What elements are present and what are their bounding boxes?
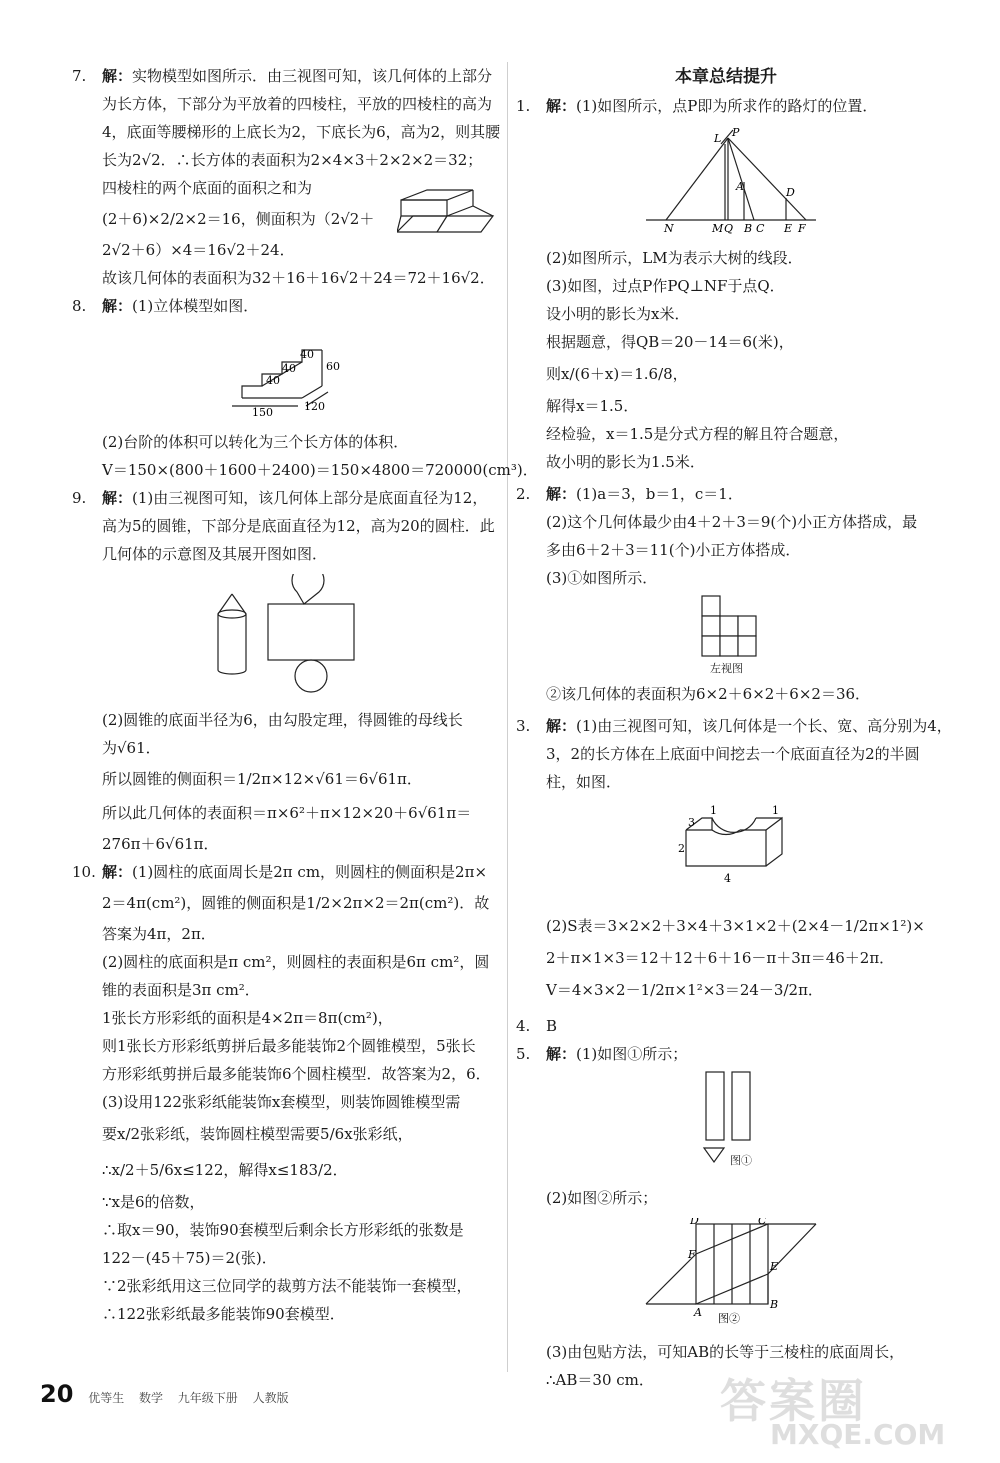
- dimension-label: 40: [282, 362, 296, 375]
- text-line: 276π＋6√61π．: [102, 835, 219, 853]
- text-line: ∴AB＝30 cm．: [546, 1371, 654, 1389]
- text-line: (2)圆柱的底面积是π cm²，则圆柱的表面积是6π cm²，圆: [102, 953, 490, 971]
- text-line: 多由6＋2＋3＝11(个)小正方体搭成．: [546, 541, 801, 559]
- text-line: ∴取x＝90，装饰90套模型后剩余长方形彩纸的张数是: [102, 1221, 464, 1239]
- cylinder-cone-figure: [72, 574, 497, 696]
- point-label: F: [798, 222, 806, 234]
- solution-label: 解：: [546, 485, 577, 503]
- text-line: (2＋6)×2/2×2＝16，侧面积为（2√2＋: [102, 210, 375, 228]
- page-footer: [40, 1380, 299, 1408]
- problem-7: [72, 62, 501, 292]
- solution-label: 解：: [102, 297, 133, 315]
- text-line: (3)设用122张彩纸能装饰x套模型，则装饰圆锥模型需: [102, 1093, 461, 1111]
- column-divider: [507, 62, 508, 1372]
- point-label: E: [784, 222, 793, 234]
- book-edition: 人教版: [252, 1391, 289, 1405]
- review-question-3: [516, 712, 952, 1008]
- text-line: ∴x/2＋5/6x≤122，解得x≤183/2．: [102, 1161, 348, 1179]
- text-line: V＝150×(800＋1600＋2400)＝150×4800＝720000(cm³)．: [102, 461, 538, 479]
- dimension-label: 120: [304, 400, 325, 413]
- solution-label: 解：: [102, 863, 133, 881]
- text-line: 高为5的圆锥，下部分是底面直径为12，高为20的圆柱．此: [102, 517, 495, 535]
- text-line: 2√2＋6）×4＝16√2＋24．: [102, 241, 295, 259]
- stairs-figure: [72, 326, 497, 418]
- text-line: (3)①如图所示．: [546, 569, 658, 587]
- dimension-label: 3: [688, 816, 695, 829]
- problem-8: [72, 292, 538, 484]
- text-line: 锥的表面积是3π cm²．: [102, 981, 260, 999]
- watermark-url: MXQE.COM: [770, 1418, 946, 1451]
- problem-number: 5.: [516, 1045, 531, 1063]
- text-line: 几何体的示意图及其展开图如图．: [102, 545, 328, 563]
- street-lamp-figure: [516, 126, 936, 234]
- review-question-2: [516, 480, 936, 708]
- figure-caption: 图①: [730, 1154, 752, 1167]
- solution-label: 解：: [102, 489, 133, 507]
- section-title: 本章总结提升: [675, 67, 777, 87]
- text-line: 2＝4π(cm²)，圆锥的侧面积是1/2×2π×2＝2π(cm²)．故: [102, 894, 490, 912]
- text-line: (2)S表＝3×2×2＋3×4＋3×1×2＋(2×4－1/2π×1²)×: [546, 917, 925, 935]
- text-line: 1张长方形彩纸的面积是4×2π＝8π(cm²)，: [102, 1009, 393, 1027]
- review-question-5: [516, 1040, 936, 1394]
- text-line: ∴122张彩纸最多能装饰90套模型．: [102, 1305, 345, 1323]
- left-column: [72, 62, 538, 1328]
- text-line: 4，底面等腰梯形的上底长为2，下底长为6，高为2，则其腰: [102, 123, 501, 141]
- text-line: (1)a＝3，b＝1，c＝1．: [576, 485, 743, 503]
- text-line: (2)圆锥的底面半径为6，由勾股定理，得圆锥的母线长: [102, 711, 463, 729]
- text-line: (1)如图①所示；: [576, 1045, 688, 1063]
- dimension-label: 40: [300, 348, 314, 361]
- text-line: 122－(45＋75)＝2(张)．: [102, 1249, 277, 1267]
- book-subject: 数学: [138, 1391, 163, 1405]
- problem-10: [72, 858, 497, 1328]
- text-line: 为长方体，下部分为平放着的四棱柱，平放的四棱柱的高为: [102, 95, 493, 113]
- text-line: (1)圆柱的底面周长是2π cm，则圆柱的侧面积是2π×: [132, 863, 488, 881]
- problem-number: 3.: [516, 717, 531, 735]
- right-column: [516, 62, 952, 1394]
- problem-number: 7.: [72, 67, 87, 85]
- text-line: 所以圆锥的侧面积＝1/2π×12×√61＝6√61π．: [102, 770, 422, 788]
- book-grade: 九年级下册: [177, 1391, 238, 1405]
- point-label: L: [714, 132, 722, 145]
- solution-label: 解：: [546, 717, 577, 735]
- dimension-label: 1: [772, 804, 779, 817]
- solution-label: 解：: [546, 1045, 577, 1063]
- problem-9: [72, 484, 497, 858]
- text-line: 根据题意，得QB＝20－14＝6(米)，: [546, 333, 794, 351]
- answer: B: [546, 1017, 558, 1035]
- dimension-label: 40: [266, 374, 280, 387]
- point-label: C: [756, 222, 765, 234]
- text-line: (1)如图所示，点P即为所求作的路灯的位置．: [576, 97, 878, 115]
- solution-label: 解：: [102, 67, 133, 85]
- prism-wrap-figure-2: [516, 1218, 936, 1328]
- text-line: 故该几何体的表面积为32＋16＋16√2＋24＝72＋16√2．: [102, 269, 495, 287]
- half-cylinder-cut-figure: [516, 802, 936, 898]
- text-line: 柱，如图．: [546, 773, 622, 791]
- left-view-cubes-figure: [698, 594, 778, 660]
- review-question-4: [516, 1012, 936, 1040]
- page-number: 20: [40, 1380, 74, 1408]
- figure-caption: 图②: [718, 1312, 740, 1325]
- point-label: N: [664, 222, 674, 234]
- point-label: M: [712, 222, 724, 234]
- problem-number: 9.: [72, 489, 87, 507]
- point-label: B: [744, 222, 753, 234]
- point-label: B: [770, 1298, 779, 1311]
- point-label: A: [736, 180, 744, 193]
- dimension-label: 4: [724, 872, 731, 885]
- text-line: 实物模型如图所示．由三视图可知，该几何体的上部分: [132, 67, 493, 85]
- text-line: (3)由包贴方法，可知AB的长等于三棱柱的底面周长，: [546, 1343, 905, 1361]
- text-line: ∵x是6的倍数，: [102, 1193, 205, 1211]
- text-line: 为√61．: [102, 739, 161, 757]
- problem-number: 8.: [72, 297, 87, 315]
- text-line: 则1张长方形彩纸剪拼后最多能装饰2个圆锥模型，5张长: [102, 1037, 476, 1055]
- text-line: 长为2√2．∴长方体的表面积为2×4×3＋2×2×2＝32；: [102, 151, 483, 169]
- text-line: 四棱柱的两个底面的面积之和为: [102, 179, 313, 197]
- watermark-logo: 答案圈: [720, 1374, 867, 1428]
- point-label: E: [770, 1260, 779, 1273]
- problem-number: 10.: [72, 863, 96, 881]
- dimension-label: 2: [678, 842, 685, 855]
- problem-number: 2.: [516, 485, 531, 503]
- text-line: 所以此几何体的表面积＝π×6²＋π×12×20＋6√61π＝: [102, 804, 472, 822]
- point-label: P: [732, 126, 740, 139]
- text-line: (2)台阶的体积可以转化为三个长方体的体积．: [102, 433, 409, 451]
- text-line: (1)由三视图可知，该几何体是一个长、宽、高分别为4，: [576, 717, 952, 735]
- prism-model-figure: [397, 168, 497, 240]
- solution-label: 解：: [546, 97, 577, 115]
- text-line: (2)如图所示，LM为表示大树的线段．: [546, 249, 803, 267]
- text-line: 2＋π×1×3＝12＋12＋6＋16－π＋3π＝46＋2π．: [546, 949, 895, 967]
- point-label: D: [690, 1218, 699, 1227]
- text-line: 则x/(6＋x)＝1.6/8，: [546, 365, 688, 383]
- text-line: 方形彩纸剪拼后最多能装饰6个圆柱模型．故答案为2，6．: [102, 1065, 491, 1083]
- point-label: C: [758, 1218, 767, 1227]
- point-label: A: [694, 1306, 702, 1319]
- book-brand: 优等生: [88, 1391, 125, 1405]
- text-line: 解得x＝1.5．: [546, 397, 639, 415]
- problem-number: 1.: [516, 97, 531, 115]
- dimension-label: 150: [252, 406, 273, 418]
- text-line: 故小明的影长为1.5米．: [546, 453, 705, 471]
- text-line: (1)立体模型如图．: [132, 297, 259, 315]
- text-line: 经检验，x＝1.5是分式方程的解且符合题意，: [546, 425, 849, 443]
- text-line: (3)如图，过点P作PQ⊥NF于点Q．: [546, 277, 785, 295]
- problem-number: 4.: [516, 1017, 531, 1035]
- review-question-1: [516, 92, 936, 476]
- dimension-label: 60: [326, 360, 340, 373]
- text-line: ②该几何体的表面积为6×2＋6×2＋6×2＝36．: [546, 685, 871, 703]
- text-line: (2)如图②所示；: [546, 1189, 658, 1207]
- text-line: 3，2的长方体在上底面中间挖去一个底面直径为2的半圆: [546, 745, 920, 763]
- point-label: Q: [724, 222, 734, 234]
- text-line: ∵2张彩纸用这三位同学的裁剪方法不能装饰一套模型，: [102, 1277, 472, 1295]
- text-line: V＝4×3×2－1/2π×1²×3＝24－3/2π．: [546, 981, 823, 999]
- text-line: 设小明的影长为x米．: [546, 305, 690, 323]
- text-line: (1)由三视图可知，该几何体上部分是底面直径为12，: [132, 489, 488, 507]
- dimension-label: 1: [710, 804, 717, 817]
- figure-caption: 左视图: [710, 662, 743, 675]
- text-line: 答案为4π，2π．: [102, 925, 216, 943]
- point-label: D: [786, 186, 795, 199]
- text-line: (2)这个几何体最少由4＋2＋3＝9(个)小正方体搭成，最: [546, 513, 918, 531]
- text-line: 要x/2张彩纸，装饰圆柱模型需要5/6x张彩纸，: [102, 1125, 413, 1143]
- point-label: F: [688, 1248, 696, 1261]
